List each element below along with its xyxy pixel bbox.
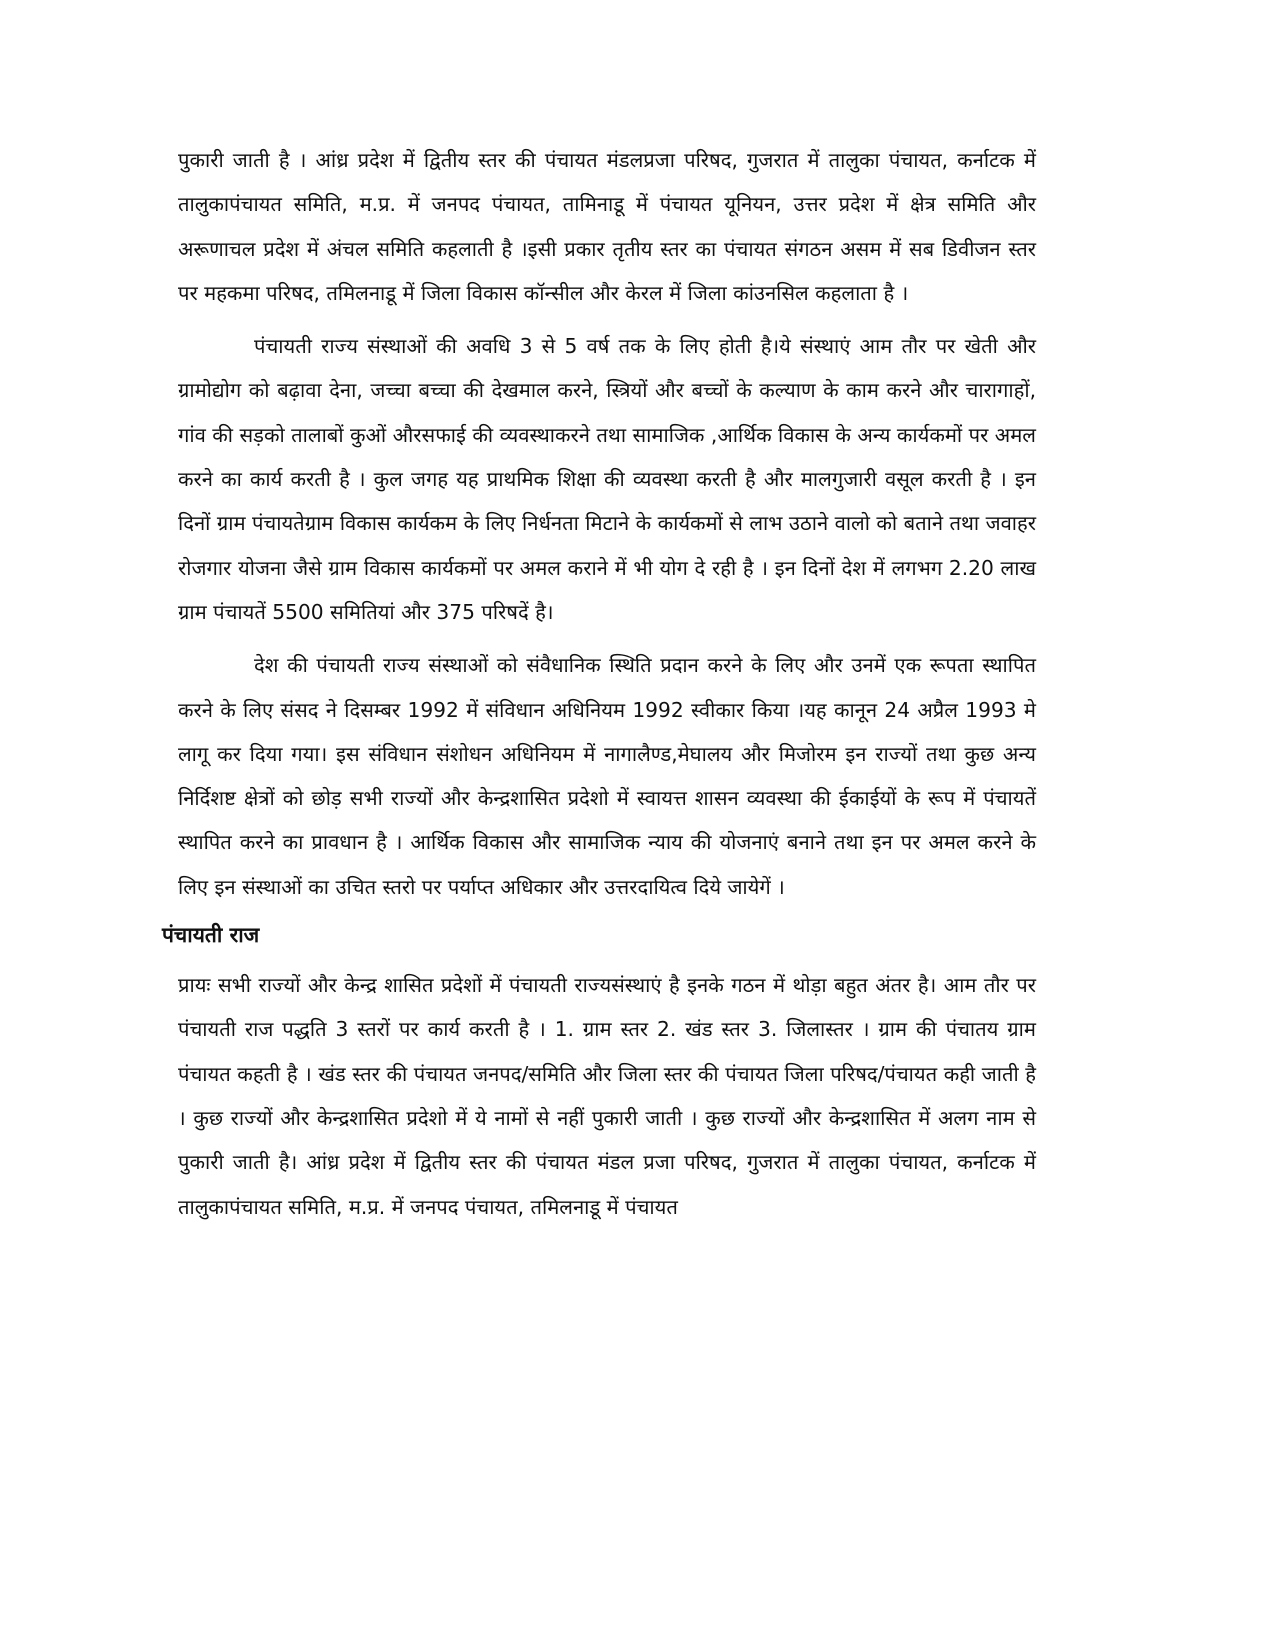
section-heading: पंचायती राज: [162, 923, 260, 948]
paragraph-3: देश की पंचायती राज्य संस्थाओं को संवैधानिक स्थिति प्रदान करने के लिए और उनमें एक रूपता स्थापित करने के लिए संसद ने दिसम्बर 1992 में संविधान अधिनियम 1992 स्वीकार किया ।यह कानून 24 अप्रैल 1993 मे लागू कर दिया गया। इस संविधान संशोधन अधिनियम में नागालैण्ड,मेघालय और मिजोरम इन राज्यों तथा कुछ अन्य निर्दिशष्ट क्षेत्रों को छोड़ सभी राज्यों और केन्द्रशासित प्रदेशो में स्वायत्त शासन व्यवस्था की ईकाईयों के रूप में पंचायतें स्थापित करने का प्रावधान है । आर्थिक विकास और सामाजिक न्याय की योजनाएं बनाने तथा इन पर अमल करने के लिए इन संस्थाओं का उचित स्तरो पर पर्याप्त अधिकार और उत्तरदायित्व दिये जायेगें ।: [178, 653, 1036, 899]
paragraph-2: पंचायती राज्य संस्थाओं की अवधि 3 से 5 वर्ष तक के लिए होती है।ये संस्थाएं आम तौर पर खेती और ग्रामोद्योग को बढ़ावा देना, जच्चा बच्चा की देखमाल करने, स्त्रियों और बच्चों के कल्याण के काम करने और चारागाहों, गांव की सड़को तालाबों कुओं औरसफाई की व्यवस्थाकरने तथा सामाजिक ,आर्थिक विकास के अन्य कार्यकमों पर अमल करने का कार्य करती है । कुल जगह यह प्राथमिक शिक्षा की व्यवस्था करती है और मालगुजारी वसूल करती है । इन दिनों ग्राम पंचायतेग्राम विकास कार्यकम के लिए निर्धनता मिटाने के कार्यकमों से लाभ उठाने वालो को बताने तथा जवाहर रोजगार योजना जैसे ग्राम विकास कार्यकमों पर अमल कराने में भी योग दे रही है । इन दिनों देश में लगभग 2.20 लाख ग्राम पंचायतें 5500 समितियां और 375 परिषदें है।: [178, 334, 1036, 624]
paragraph-1: पुकारी जाती है । आंध्र प्रदेश में द्वितीय स्तर की पंचायत मंडलप्रजा परिषद, गुजरात में तालुका पंचायत, कर्नाटक में तालुकापंचायत समिति, म.प्र. में जनपद पंचायत, तामिनाडू में पंचायत यूनियन, उत्तर प्रदेश में क्षेत्र समिति और अरूणाचल प्रदेश में अंचल समिति कहलाती है ।इसी प्रकार तृतीय स्तर का पंचायत संगठन असम में सब डिवीजन स्तर पर महकमा परिषद, तमिलनाडू में जिला विकास कॉन्सील और केरल में जिला कांउनसिल कहलाता है ।: [178, 148, 1036, 305]
paragraph-4: प्रायः सभी राज्यों और केन्द्र शासित प्रदेशों में पंचायती राज्यसंस्थाएं है इनके गठन में थोड़ा बहुत अंतर है। आम तौर पर पंचायती राज पद्धति 3 स्तरों पर कार्य करती है । 1. ग्राम स्तर 2. खंड स्तर 3. जिलास्तर । ग्राम की पंचातय ग्राम पंचायत कहती है । खंड स्तर की पंचायत जनपद/समिति और जिला स्तर की पंचायत जिला परिषद/पंचायत कही जाती है । कुछ राज्यों और केन्द्रशासित प्रदेशो में ये नामों से नहीं पुकारी जाती । कुछ राज्यों और केन्द्रशासित में अलग नाम से पुकारी जाती है। आंध्र प्रदेश में द्वितीय स्तर की पंचायत मंडल प्रजा परिषद, गुजरात में तालुका पंचायत, कर्नाटक में तालुकापंचायत समिति, म.प्र. में जनपद पंचायत, तमिलनाडू में पंचायत: [178, 973, 1036, 1219]
document-page: [162, 138, 1036, 1229]
